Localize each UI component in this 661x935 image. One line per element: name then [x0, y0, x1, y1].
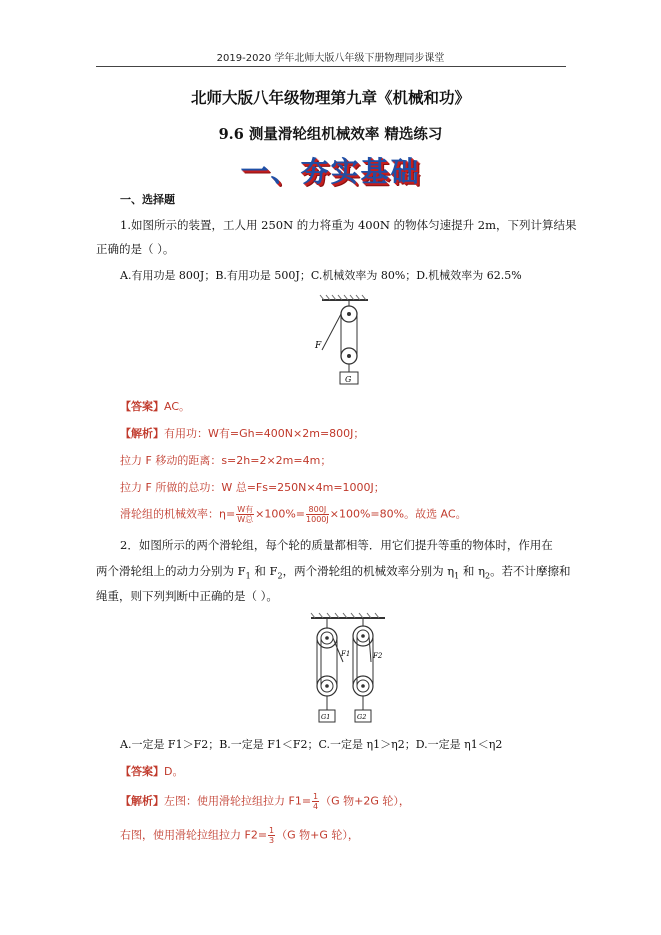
q1-fig-label-G: G [345, 375, 352, 384]
q2-frac-2-num: 1 [269, 826, 275, 835]
q1-analysis-label: 【解析】 [120, 427, 164, 440]
q2-fig-label-G1: G1 [321, 713, 331, 721]
q2-frac-1 [312, 792, 319, 811]
q2-analysis-2 [120, 826, 359, 845]
q1-stem-line2: 正确的是（ ）。 [96, 242, 175, 256]
q1-answer-value: AC。 [164, 400, 191, 413]
q2-an1-post: （G 物+2G 轮）， [320, 794, 410, 808]
q2-frac-2-den: 3 [269, 836, 275, 845]
q1-answer [120, 398, 190, 414]
doc-title: 北师大版八年级物理第九章《机械和功》 [190, 89, 470, 107]
q1-pulley-figure [312, 292, 378, 388]
header-rule [96, 66, 566, 67]
q2-stem2-b: 和 F [250, 564, 278, 578]
q1-analysis-1 [120, 425, 364, 441]
q2-analysis-label: 【解析】 [120, 794, 164, 808]
q2-an2-pre: 右图，使用滑轮拉组拉力 F2= [120, 828, 268, 842]
q2-an1-pre: 左图：使用滑轮拉组拉力 F1= [164, 794, 312, 808]
q2-sub-3: 1 [454, 571, 460, 581]
q2-stem2-d: 和 η [459, 564, 485, 578]
q2-frac-1-den: 4 [313, 802, 319, 811]
q1-frac-2 [306, 505, 329, 524]
q2-stem-line1: 2．如图所示的两个滑轮组，每个轮的质量都相等．用它们提升等重的物体时，作用在 [120, 538, 553, 552]
q1-eff-mid: ×100%= [255, 507, 306, 521]
q1-eff-pre: 滑轮组的机械效率：η= [120, 507, 236, 521]
q1-frac-1 [236, 505, 254, 524]
q1-analysis-2: 拉力 F 移动的距离：s=2h=2×2m=4m； [120, 454, 332, 467]
q2-stem-line3: 绳重，则下列判断中正确的是（ ）。 [96, 589, 278, 603]
q2-fig-label-F2: F2 [373, 652, 383, 660]
q2-answer [120, 763, 183, 779]
section-banner: 一、夯实基础 [240, 155, 421, 188]
q1-eff-post: ×100%=80%。故选 AC。 [329, 507, 467, 521]
doc-subtitle: 9.6 测量滑轮组机械效率 精选练习 [218, 126, 443, 143]
q2-frac-1-num: 1 [313, 792, 319, 801]
page-header: 2019-2020 学年北师大版八年级下册物理同步课堂 [216, 53, 445, 64]
q2-stem2-a: 两个滑轮组上的动力分别为 F [96, 564, 246, 578]
q1-frac-1-num: W有 [237, 505, 254, 514]
q2-analysis-1 [120, 792, 410, 811]
q2-fig-label-F1: F1 [341, 650, 351, 658]
q2-answer-label: 【答案】 [120, 765, 164, 778]
q2-stem2-c: ，两个滑轮组的机械效率分别为 η [282, 564, 455, 578]
q2-sub-1: 1 [245, 571, 251, 581]
q1-analysis-3: 拉力 F 所做的总功：W 总=Fs=250N×4m=1000J； [120, 481, 385, 494]
q1-fig-label-F: F [315, 341, 322, 351]
q2-answer-value: D。 [164, 765, 184, 778]
q2-sub-4: 2 [484, 571, 491, 581]
q1-frac-1-den: W总 [237, 515, 254, 524]
q2-pulley-figure [305, 612, 389, 728]
q1-frac-2-den: 1000J [306, 515, 329, 524]
q1-options: A.有用功是 800J；B.有用功是 500J；C.机械效率为 80%；D.机械效率为 62.5% [120, 269, 522, 282]
q1-answer-label: 【答案】 [120, 400, 164, 413]
q1-analysis-text-1: 有用功：W有=Gh=400N×2m=800J； [164, 427, 365, 440]
q1-analysis-4 [120, 505, 467, 524]
q1-stem-line1: 1.如图所示的装置，工人用 250N 的力将重为 400N 的物体匀速提升 2m，下列计算结果 [120, 218, 577, 232]
q2-stem-line2 [96, 563, 571, 584]
section-heading: 一、选择题 [120, 193, 175, 206]
q2-options: A.一定是 F1＞F2；B.一定是 F1＜F2；C.一定是 η1＞η2；D.一定是 η1＜η2 [120, 738, 503, 751]
q2-frac-2 [268, 826, 275, 845]
q1-frac-2-num: 800J [306, 505, 329, 515]
q2-an2-post: （G 物+G 轮）， [276, 828, 359, 842]
q2-fig-label-G2: G2 [357, 713, 367, 721]
q2-sub-2: 2 [277, 571, 283, 581]
q2-stem2-e: 。若不计摩擦和 [490, 564, 571, 578]
